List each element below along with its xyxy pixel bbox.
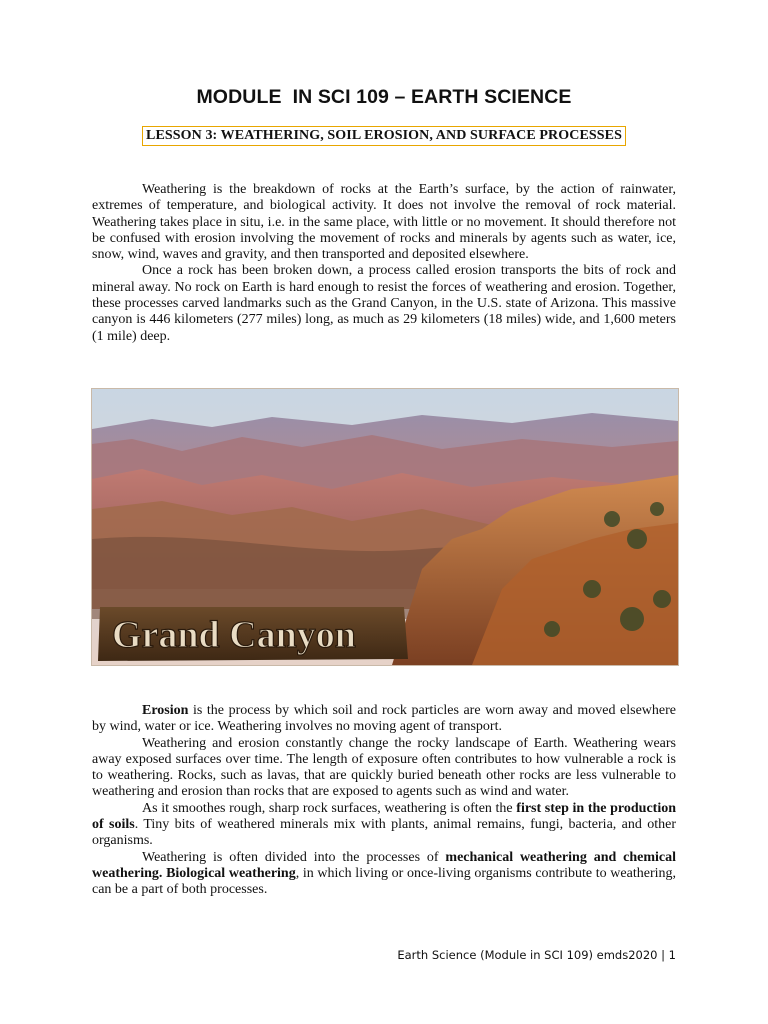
types-term-2: Biological weathering bbox=[166, 865, 296, 881]
soil-text-b: . Tiny bits of weathered minerals mix with plants, animal remains, fungi, bacteria, and other organisms. bbox=[92, 817, 677, 849]
erosion-paragraph bbox=[92, 703, 676, 736]
grand-canyon-photo bbox=[91, 388, 679, 666]
erosion-term: Erosion bbox=[142, 703, 189, 718]
page-footer: Earth Science (Module in SCI 109) emds2020 | 1 bbox=[397, 948, 676, 962]
soil-term: first step in the production of soils bbox=[92, 800, 676, 833]
intro-paragraph-1: Weathering is the breakdown of rocks at the Earth’s surface, by the action of rainwater, extremes of temperature, and biological activity. It does not involve the removal of rock material. Weathering takes place in situ, i.e. in the same place, with little or no movement. It should therefore not be confused with erosion involving the movement of rocks and minerals by agents such as water, ice, snow, wind, waves and gravity, and then transported and deposited elsewhere. bbox=[92, 182, 676, 263]
types-text-b: , in which living or once-living organisms contribute to weathering, can be a part of both processes. bbox=[92, 865, 676, 898]
erosion-section bbox=[92, 703, 676, 899]
module-title: MODULE IN SCI 109 – EARTH SCIENCE bbox=[196, 86, 572, 108]
types-text-a: Weathering is often divided into the processes of bbox=[142, 849, 446, 865]
photo-caption: Grand Canyon bbox=[112, 614, 356, 656]
erosion-text: is the process by which soil and rock particles are worn away and moved elsewhere by wind, water or ice. Weathering involves no moving agent of transport. bbox=[92, 703, 676, 735]
landscape-paragraph: Weathering and erosion constantly change the rocky landscape of Earth. Weathering wears away exposed surfaces over time. The length of exposure often contributes to how vulnerable a rock is to weathering. Rocks, such as lavas, that are quickly buried beneath other rocks are less vulnerable to weathering and erosion than rocks that are exposed to agents such as wind and water. bbox=[92, 735, 676, 800]
soil-paragraph bbox=[92, 801, 676, 850]
intro-paragraph-2: Once a rock has been broken down, a process called erosion transports the bits of rock and mineral away. No rock on Earth is hard enough to resist the forces of weathering and erosion. Together, these processes carved landmarks such as the Grand Canyon, in the U.S. state of Arizona. This massive canyon is 446 kilometers (277 miles) long, as much as 29 kilometers (18 miles) wide, and 1,600 meters (1 mile) deep. bbox=[92, 263, 676, 344]
lesson-title: LESSON 3: WEATHERING, SOIL EROSION, AND SURFACE PROCESSES bbox=[142, 126, 626, 146]
lesson-title-wrap bbox=[0, 126, 768, 146]
types-term-1: mechanical weathering and chemical weathering. bbox=[92, 849, 676, 881]
intro-section bbox=[92, 182, 676, 345]
types-paragraph bbox=[92, 850, 676, 899]
soil-text-a: As it smoothes rough, sharp rock surfaces, weathering is often the bbox=[142, 800, 517, 816]
